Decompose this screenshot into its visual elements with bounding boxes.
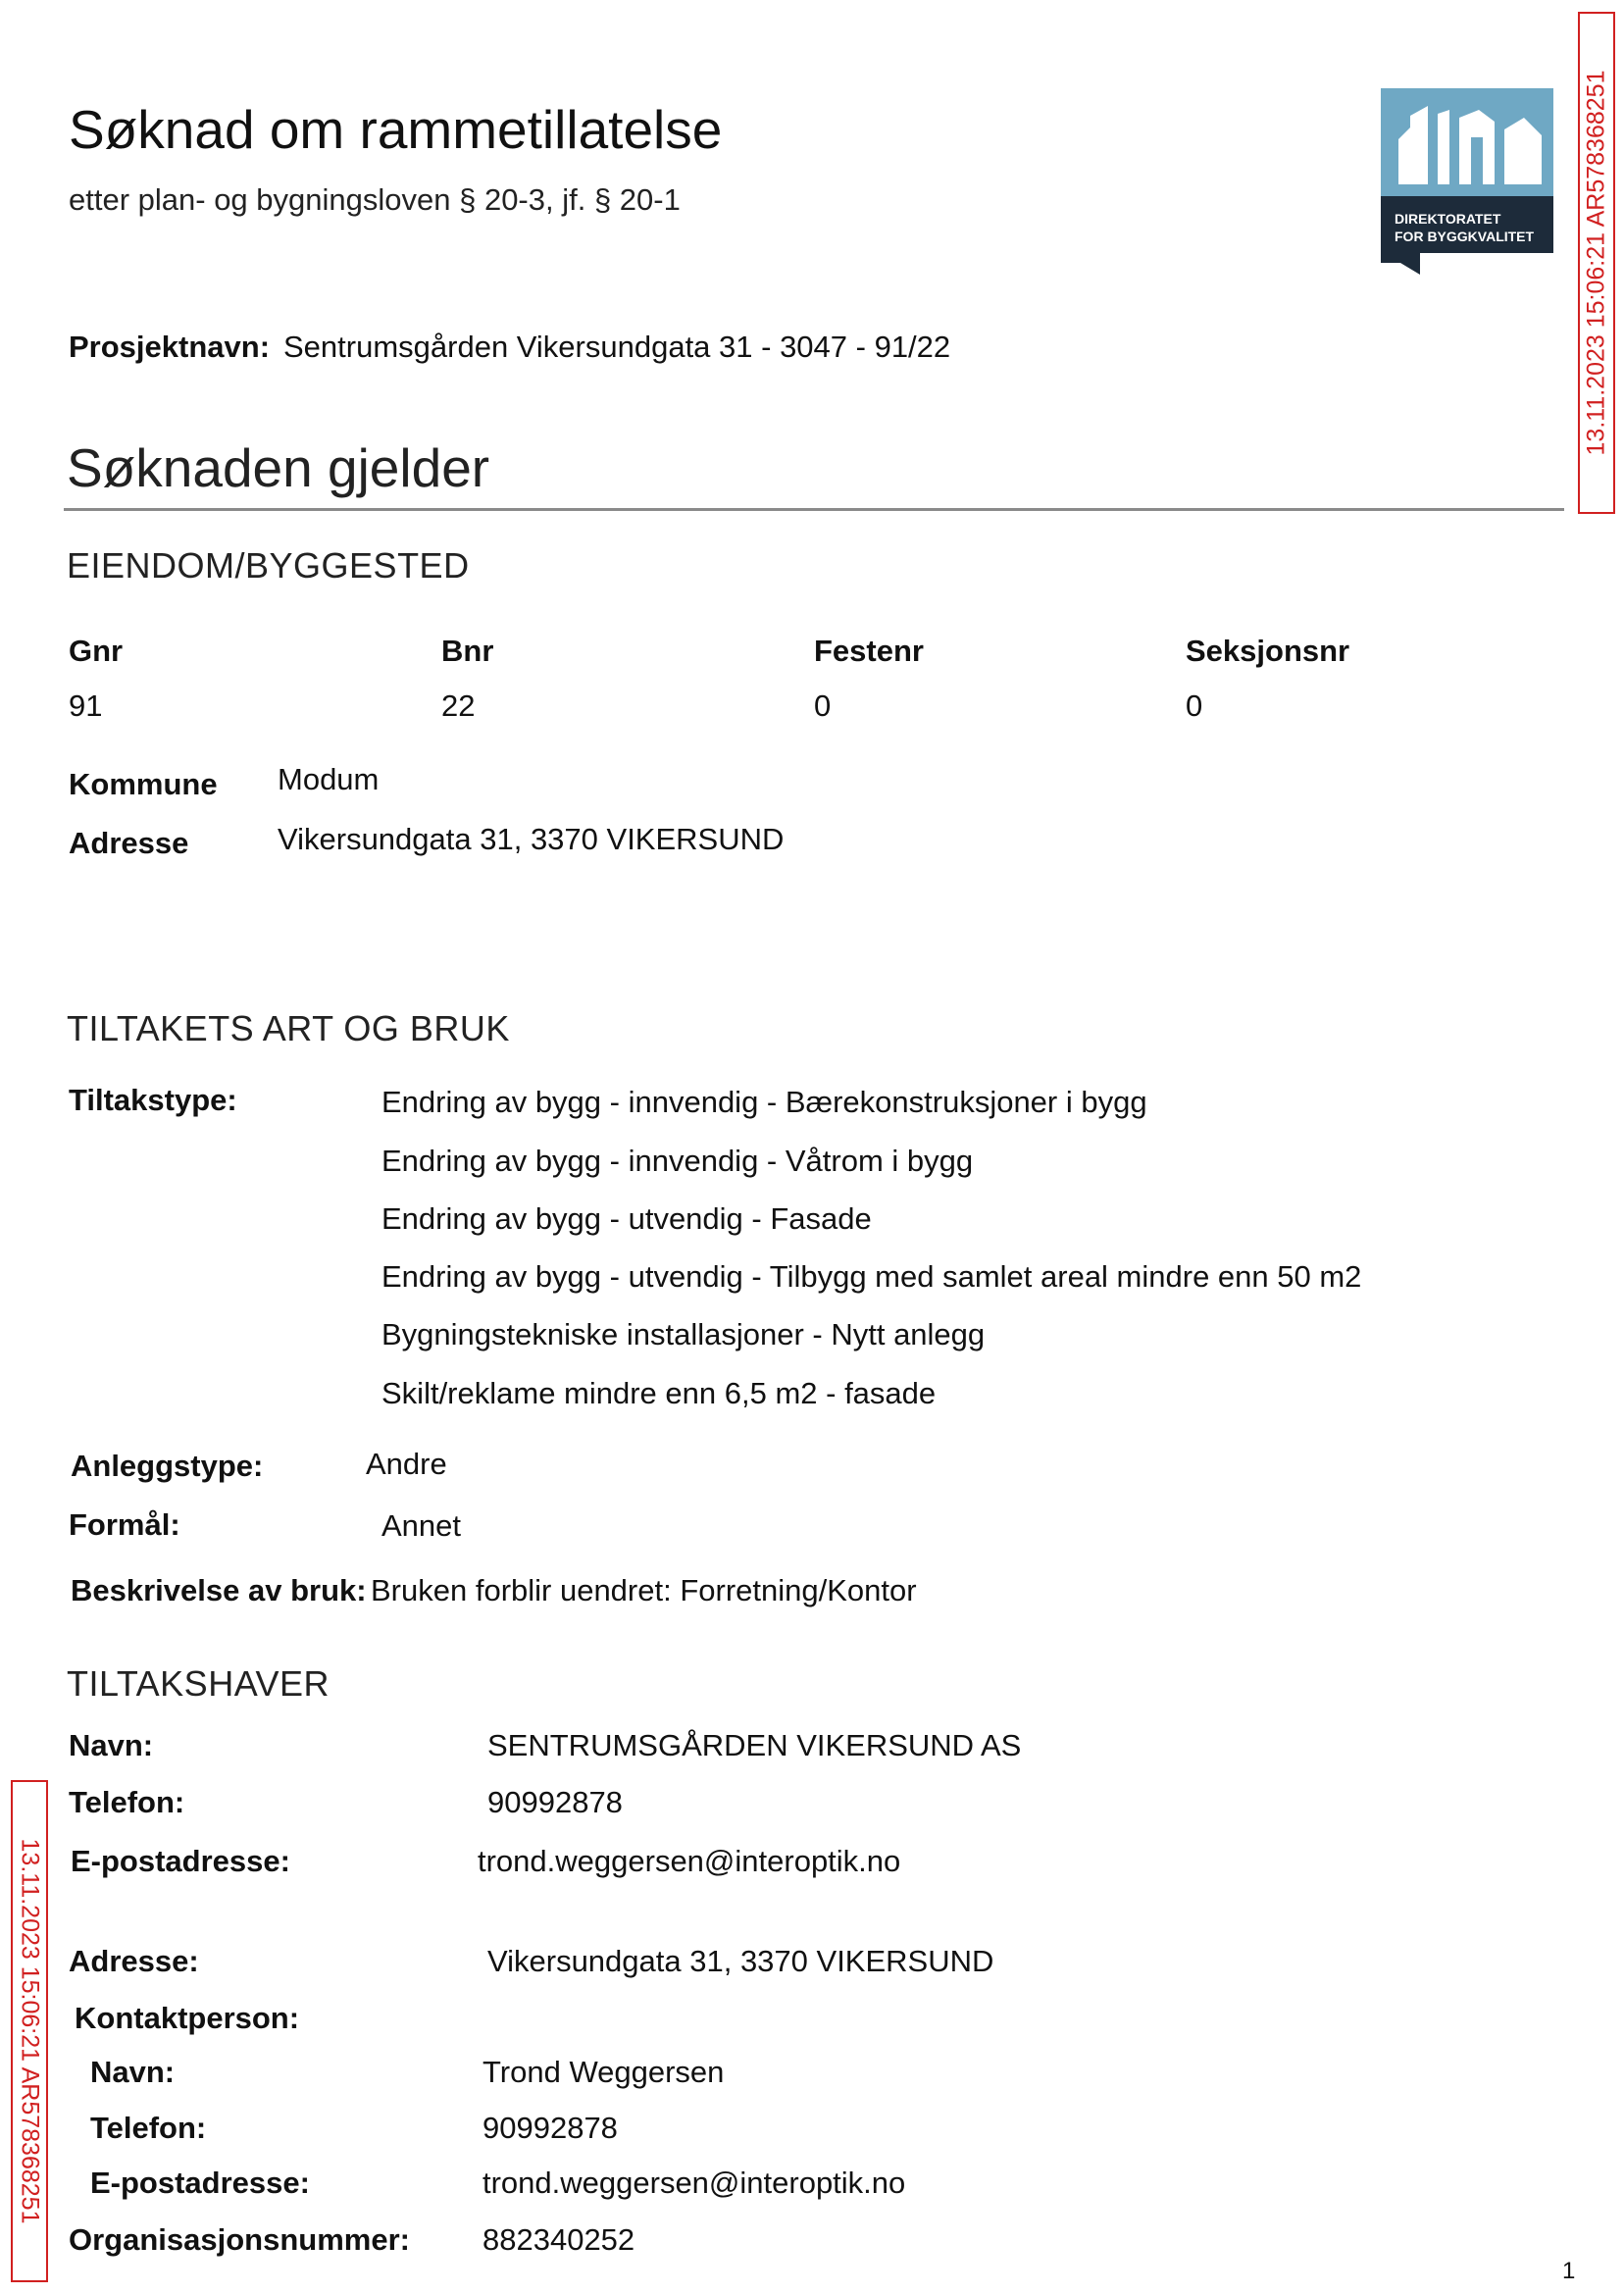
tiltakstype-label: Tiltakstype: [69,1083,237,1117]
svg-text:DIREKTORATET: DIREKTORATET [1395,211,1501,227]
section-divider [64,508,1564,511]
formal-label: Formål: [69,1507,180,1542]
tiltakstype-item: Endring av bygg - innvendig - Våtrom i bygg [381,1144,974,1178]
beskrivelse-label: Beskrivelse av bruk: [71,1573,367,1607]
timestamp-stamp-left: 13.11.2023 15:06:21 AR578368251 [11,1780,48,2282]
kontakt-navn-value: Trond Weggersen [482,2055,725,2089]
property-heading: EIENDOM/BYGGESTED [67,545,470,586]
epost-label: E-postadresse: [71,1844,290,1878]
tiltakstype-item: Skilt/reklame mindre enn 6,5 m2 - fasade [381,1376,937,1410]
festenr-label: Festenr [814,634,924,668]
tiltakstype-item: Endring av bygg - innvendig - Bærekonstruksjoner i bygg [381,1085,1147,1119]
tiltakshaver-adresse-label: Adresse: [69,1944,199,1978]
adresse-label: Adresse [69,826,189,860]
beskrivelse-value: Bruken forblir uendret: Forretning/Kontor [371,1573,917,1607]
document-title: Søknad om rammetillatelse [69,99,723,160]
tiltak-heading: TILTAKETS ART OG BRUK [67,1008,510,1048]
formal-value: Annet [381,1508,462,1543]
telefon-label: Telefon: [69,1785,185,1819]
seksjonsnr-value: 0 [1186,688,1203,723]
seksjonsnr-label: Seksjonsnr [1186,634,1350,668]
tiltakstype-item: Bygningstekniske installasjoner - Nytt anlegg [381,1317,986,1351]
orgnr-label: Organisasjonsnummer: [69,2222,410,2257]
kommune-label: Kommune [69,767,218,801]
orgnr-value: 882340252 [482,2222,635,2257]
navn-label: Navn: [69,1728,154,1762]
project-name-value: Sentrumsgården Vikersundgata 31 - 3047 - 91/22 [283,330,951,364]
kontakt-epost-label: E-postadresse: [90,2166,310,2200]
anleggstype-label: Anleggstype: [71,1449,264,1483]
gnr-value: 91 [69,688,103,723]
kontakt-telefon-value: 90992878 [482,2111,618,2145]
navn-value: SENTRUMSGÅRDEN VIKERSUND AS [487,1728,1022,1762]
bnr-value: 22 [441,688,476,723]
section-title: Søknaden gjelder [67,437,490,498]
tiltakstype-item: Endring av bygg - utvendig - Tilbygg med samlet areal mindre enn 50 m2 [381,1259,1362,1294]
gnr-label: Gnr [69,634,124,668]
tiltakshaver-adresse-value: Vikersundgata 31, 3370 VIKERSUND [487,1944,994,1978]
kommune-value: Modum [278,762,380,796]
kontakt-telefon-label: Telefon: [90,2111,207,2145]
festenr-value: 0 [814,688,832,723]
svg-text:FOR BYGGKVALITET: FOR BYGGKVALITET [1395,229,1535,244]
document-subtitle: etter plan- og bygningsloven § 20-3, jf. § 20-1 [69,182,681,217]
dibk-logo [1381,88,1553,275]
tiltakshaver-heading: TILTAKSHAVER [67,1663,330,1704]
telefon-value: 90992878 [487,1785,623,1819]
anleggstype-value: Andre [366,1447,447,1481]
adresse-value: Vikersundgata 31, 3370 VIKERSUND [278,822,785,856]
epost-value: trond.weggersen@interoptik.no [478,1844,901,1878]
timestamp-stamp-top: 13.11.2023 15:06:21 AR578368251 [1578,12,1615,514]
page-number: 1 [1562,2258,1576,2284]
kontakt-epost-value: trond.weggersen@interoptik.no [482,2166,906,2200]
dibk-logo-icon [1381,88,1553,275]
bnr-label: Bnr [441,634,494,668]
kontaktperson-label: Kontaktperson: [75,2001,300,2035]
tiltakstype-item: Endring av bygg - utvendig - Fasade [381,1201,872,1236]
project-name-label: Prosjektnavn: [69,330,271,364]
kontakt-navn-label: Navn: [90,2055,176,2089]
